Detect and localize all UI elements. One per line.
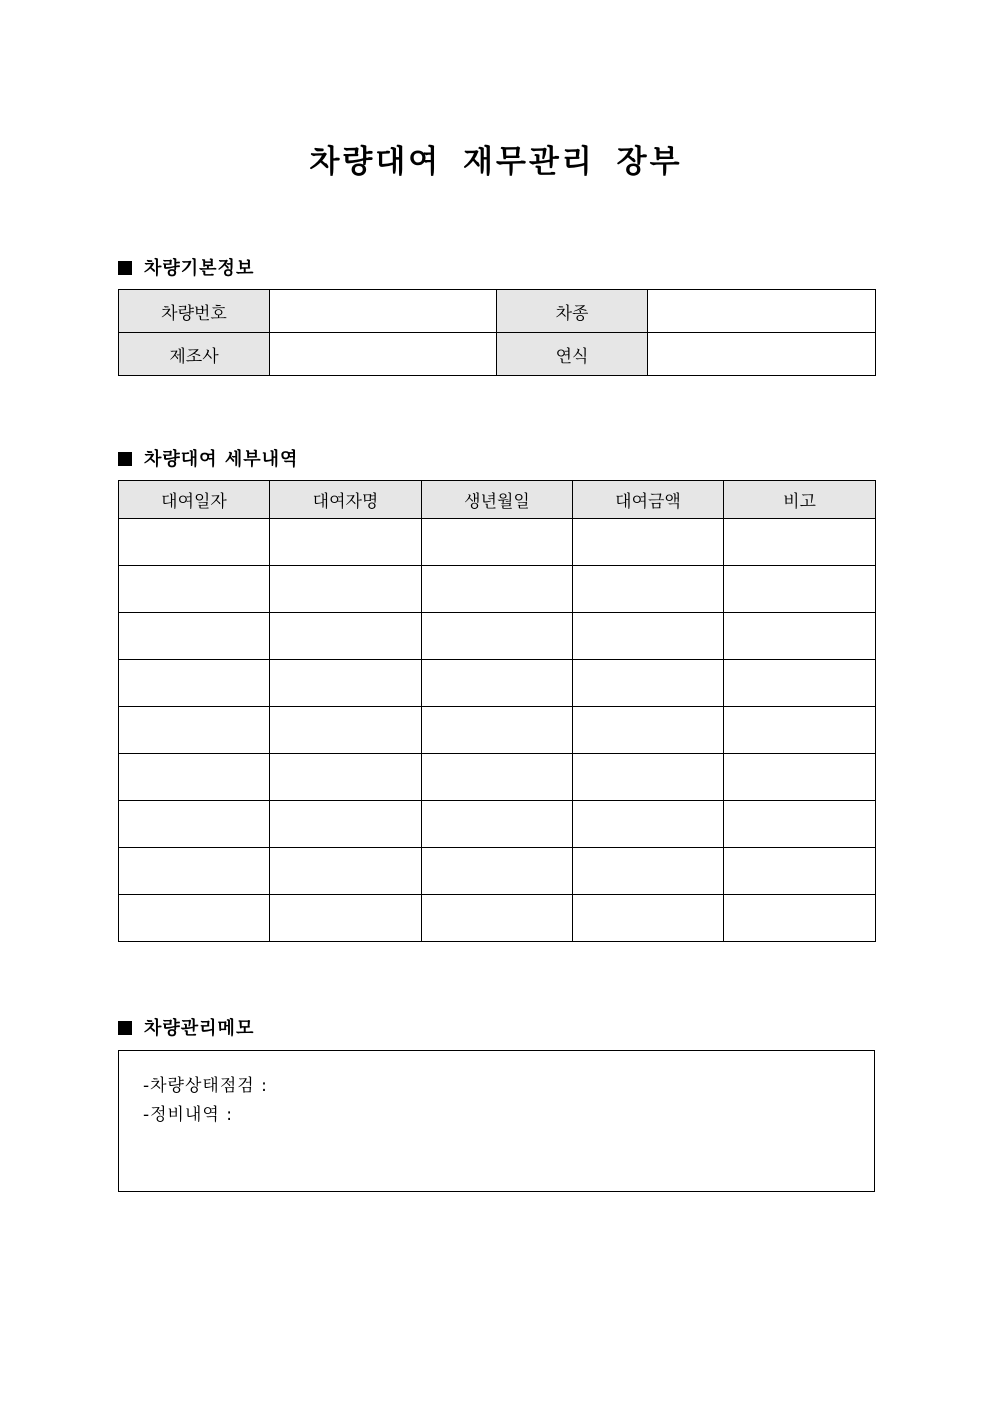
table-row: [119, 801, 876, 848]
vehicle-type-field[interactable]: [648, 290, 876, 333]
table-cell[interactable]: [422, 519, 573, 566]
table-row: [119, 290, 876, 333]
section-heading-label: 차량기본정보: [144, 258, 255, 279]
model-year-field[interactable]: [648, 333, 876, 376]
table-cell[interactable]: [724, 754, 876, 801]
table-cell[interactable]: [573, 660, 724, 707]
table-cell[interactable]: [573, 754, 724, 801]
square-bullet-icon: [118, 1021, 132, 1035]
table-cell[interactable]: [119, 660, 270, 707]
table-cell[interactable]: [119, 754, 270, 801]
table-cell[interactable]: [270, 895, 422, 942]
table-cell[interactable]: [422, 754, 573, 801]
table-cell[interactable]: [724, 848, 876, 895]
table-cell[interactable]: [119, 848, 270, 895]
column-header-birth-date: 생년월일: [422, 481, 573, 519]
table-cell[interactable]: [573, 613, 724, 660]
table-cell[interactable]: [573, 707, 724, 754]
vehicle-info-table: [118, 289, 876, 376]
document-title: 차량대여 재무관리 장부: [309, 144, 683, 180]
table-cell[interactable]: [724, 707, 876, 754]
table-row: [119, 519, 876, 566]
table-row: [119, 613, 876, 660]
label-model-year: 연식: [497, 333, 648, 376]
column-header-rental-amount: 대여금액: [573, 481, 724, 519]
table-cell[interactable]: [422, 848, 573, 895]
table-row: [119, 754, 876, 801]
memo-box[interactable]: [118, 1050, 875, 1192]
table-row: [119, 660, 876, 707]
table-row: [119, 333, 876, 376]
table-cell[interactable]: [119, 519, 270, 566]
manufacturer-field[interactable]: [270, 333, 497, 376]
table-cell[interactable]: [573, 801, 724, 848]
column-header-rental-date: 대여일자: [119, 481, 270, 519]
section-heading-memo: [118, 1014, 254, 1040]
label-vehicle-type: 차종: [497, 290, 648, 333]
label-vehicle-number: 차량번호: [119, 290, 270, 333]
table-header-row: [119, 481, 876, 519]
square-bullet-icon: [118, 261, 132, 275]
memo-line-maintenance-history: -정비내역 :: [143, 1105, 233, 1125]
table-cell[interactable]: [724, 660, 876, 707]
table-cell[interactable]: [119, 707, 270, 754]
table-row: [119, 848, 876, 895]
table-cell[interactable]: [119, 801, 270, 848]
table-row: [119, 895, 876, 942]
section-heading-rental-details: [118, 445, 298, 471]
table-cell[interactable]: [422, 895, 573, 942]
table-row: [119, 707, 876, 754]
rental-details-table: [118, 480, 876, 942]
table-cell[interactable]: [724, 613, 876, 660]
section-heading-label: 차량관리메모: [144, 1018, 255, 1039]
table-cell[interactable]: [270, 613, 422, 660]
table-cell[interactable]: [422, 660, 573, 707]
vehicle-number-field[interactable]: [270, 290, 497, 333]
table-cell[interactable]: [270, 848, 422, 895]
table-cell[interactable]: [573, 895, 724, 942]
table-cell[interactable]: [270, 519, 422, 566]
table-cell[interactable]: [573, 519, 724, 566]
table-cell[interactable]: [422, 613, 573, 660]
section-heading-label: 차량대여 세부내역: [144, 449, 299, 470]
column-header-renter-name: 대여자명: [270, 481, 422, 519]
table-cell[interactable]: [573, 566, 724, 613]
table-cell[interactable]: [270, 707, 422, 754]
column-header-remarks: 비고: [724, 481, 876, 519]
label-manufacturer: 제조사: [119, 333, 270, 376]
memo-line-condition-check: -차량상태점검 :: [143, 1076, 268, 1096]
section-heading-vehicle-info: [118, 254, 254, 280]
table-cell[interactable]: [270, 801, 422, 848]
table-cell[interactable]: [422, 566, 573, 613]
table-cell[interactable]: [724, 895, 876, 942]
table-cell[interactable]: [724, 801, 876, 848]
table-cell[interactable]: [119, 566, 270, 613]
table-row: [119, 566, 876, 613]
rental-details-body: [119, 519, 876, 942]
table-cell[interactable]: [422, 801, 573, 848]
table-cell[interactable]: [573, 848, 724, 895]
square-bullet-icon: [118, 452, 132, 466]
table-cell[interactable]: [270, 660, 422, 707]
table-cell[interactable]: [119, 895, 270, 942]
table-cell[interactable]: [724, 519, 876, 566]
table-cell[interactable]: [119, 613, 270, 660]
table-cell[interactable]: [270, 566, 422, 613]
table-cell[interactable]: [724, 566, 876, 613]
table-cell[interactable]: [270, 754, 422, 801]
table-cell[interactable]: [422, 707, 573, 754]
